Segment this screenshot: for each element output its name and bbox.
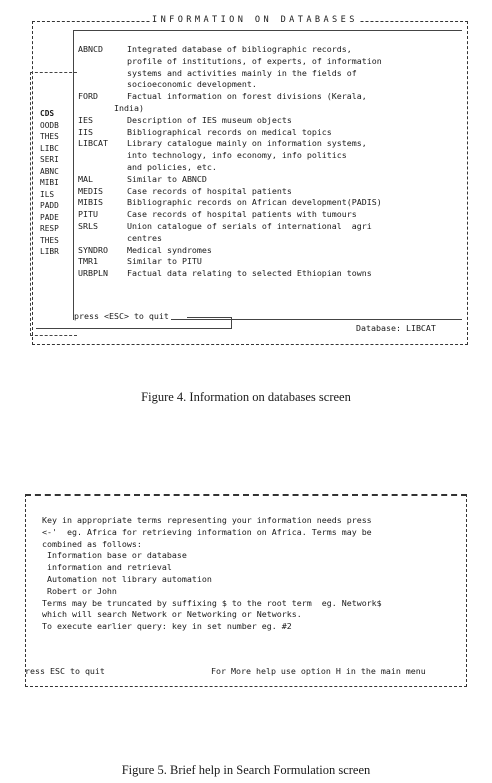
- database-status: Database: LIBCAT: [356, 323, 436, 333]
- database-row: [78, 197, 458, 209]
- database-code: [78, 68, 127, 80]
- database-row: [78, 44, 458, 56]
- database-description: Union catalogue of serials of international agri: [127, 220, 372, 231]
- help-line: Terms may be truncated by suffixing $ to the root term eg. Network$: [42, 597, 382, 608]
- help-line: Key in appropriate terms representing your information needs press: [42, 515, 372, 525]
- background-database-code: PADD: [40, 201, 59, 210]
- press-esc-hint: ress ESC to quit: [25, 666, 105, 676]
- database-description: Medical syndromes: [127, 244, 212, 255]
- background-database-code: ILS: [40, 189, 55, 199]
- database-description: Similar to PITU: [127, 256, 202, 267]
- database-row: [78, 221, 458, 233]
- help-line: information and retrieval: [42, 562, 172, 573]
- figure-5-caption: Figure 5. Brief help in Search Formulation screen: [121, 763, 371, 777]
- database-description: Bibliographic records on African development(PADIS): [127, 197, 382, 208]
- divider: [187, 317, 232, 318]
- background-database-code: LIBR: [40, 247, 59, 256]
- divider: [36, 328, 232, 329]
- background-database-code: ABNC: [40, 166, 59, 176]
- database-row: [78, 268, 458, 280]
- database-row: [78, 245, 458, 257]
- database-code: IES: [78, 114, 93, 125]
- database-description: centres: [127, 232, 162, 243]
- help-line: Automation not library automation: [42, 573, 212, 584]
- database-description: Case records of hospital patients: [127, 185, 292, 196]
- background-database-code: CDS: [40, 109, 55, 118]
- background-database-code: RESP: [40, 224, 59, 233]
- database-description: India): [114, 102, 144, 113]
- database-description: systems and activities mainly in the fields of: [127, 67, 357, 78]
- database-row: [78, 103, 458, 115]
- database-description: Bibliographical records on medical topics: [127, 126, 332, 137]
- database-row: [78, 233, 458, 245]
- database-row: [78, 115, 458, 127]
- background-database-code: LIBC: [40, 143, 59, 153]
- database-row: [78, 209, 458, 221]
- database-code: [78, 79, 127, 91]
- help-text: [42, 515, 462, 633]
- database-table: [78, 44, 458, 280]
- figure-4-caption: Figure 4. Information on databases screen: [141, 390, 351, 404]
- database-row: [78, 162, 458, 174]
- database-code: [78, 233, 127, 245]
- more-help-hint: For More help use option H in the main menu: [211, 666, 426, 676]
- database-description: Factual data relating to selected Ethiopian towns: [127, 268, 372, 279]
- database-code: [78, 150, 127, 162]
- database-code: PITU: [78, 209, 98, 220]
- database-row: [78, 68, 458, 80]
- database-description: Description of IES museum objects: [127, 114, 292, 125]
- database-row: [78, 56, 458, 68]
- database-row: [78, 127, 458, 139]
- database-row: [78, 91, 458, 103]
- help-line: combined as follows:: [42, 538, 142, 549]
- database-code: [78, 56, 127, 68]
- database-description: Case records of hospital patients with tumours: [127, 209, 357, 220]
- database-code: MIBIS: [78, 197, 103, 208]
- database-description: socioeconomic development.: [127, 79, 257, 90]
- database-description: Integrated database of bibliographic records,: [127, 44, 352, 54]
- database-row: [78, 256, 458, 268]
- database-row: [78, 79, 458, 91]
- database-code: SYNDRO: [78, 244, 108, 255]
- database-description: Library catalogue mainly on information systems,: [127, 138, 367, 149]
- help-line: To execute earlier query: key in set number eg. #2: [42, 621, 292, 632]
- database-description: into technology, info economy, info politics: [127, 150, 347, 161]
- divider: [231, 317, 232, 328]
- database-description: profile of institutions, of experts, of information: [127, 55, 382, 66]
- background-database-code: THES: [40, 132, 59, 141]
- database-code: [78, 162, 127, 174]
- database-code: ABNCD: [78, 44, 103, 54]
- press-esc-hint: press <ESC> to quit: [74, 311, 169, 321]
- help-line: Robert or John: [42, 585, 117, 596]
- database-row: [78, 150, 458, 162]
- help-footer: [25, 666, 465, 678]
- database-description: Factual information on forest divisions (Kerala,: [127, 91, 367, 102]
- background-database-code: MIBI: [40, 178, 59, 187]
- database-code: TMR1: [78, 256, 98, 267]
- screen-title: INFORMATION ON DATABASES: [152, 15, 358, 25]
- background-database-code: THES: [40, 235, 59, 245]
- database-code: SRLS: [78, 220, 98, 231]
- database-row: [78, 174, 458, 186]
- database-description: and policies, etc.: [127, 161, 217, 172]
- help-line: Information base or database: [42, 550, 187, 561]
- database-row: [78, 138, 458, 150]
- background-database-code: OODB: [40, 120, 59, 130]
- database-code: IIS: [78, 126, 93, 137]
- database-code: [78, 103, 114, 115]
- database-code: LIBCAT: [78, 138, 108, 149]
- database-code: URBPLN: [78, 268, 108, 279]
- background-database-list: [40, 108, 74, 258]
- help-line: <-' eg. Africa for retrieving information on Africa. Terms may be: [42, 526, 372, 537]
- database-code: FORD: [78, 91, 98, 102]
- background-database-code: SERI: [40, 155, 59, 164]
- help-line: which will search Network or Networking or Networks.: [42, 609, 302, 620]
- database-code: MEDIS: [78, 185, 103, 196]
- database-description: Similar to ABNCD: [127, 173, 207, 184]
- database-row: [78, 186, 458, 198]
- database-code: MAL: [78, 173, 93, 184]
- background-database-code: PADE: [40, 212, 59, 222]
